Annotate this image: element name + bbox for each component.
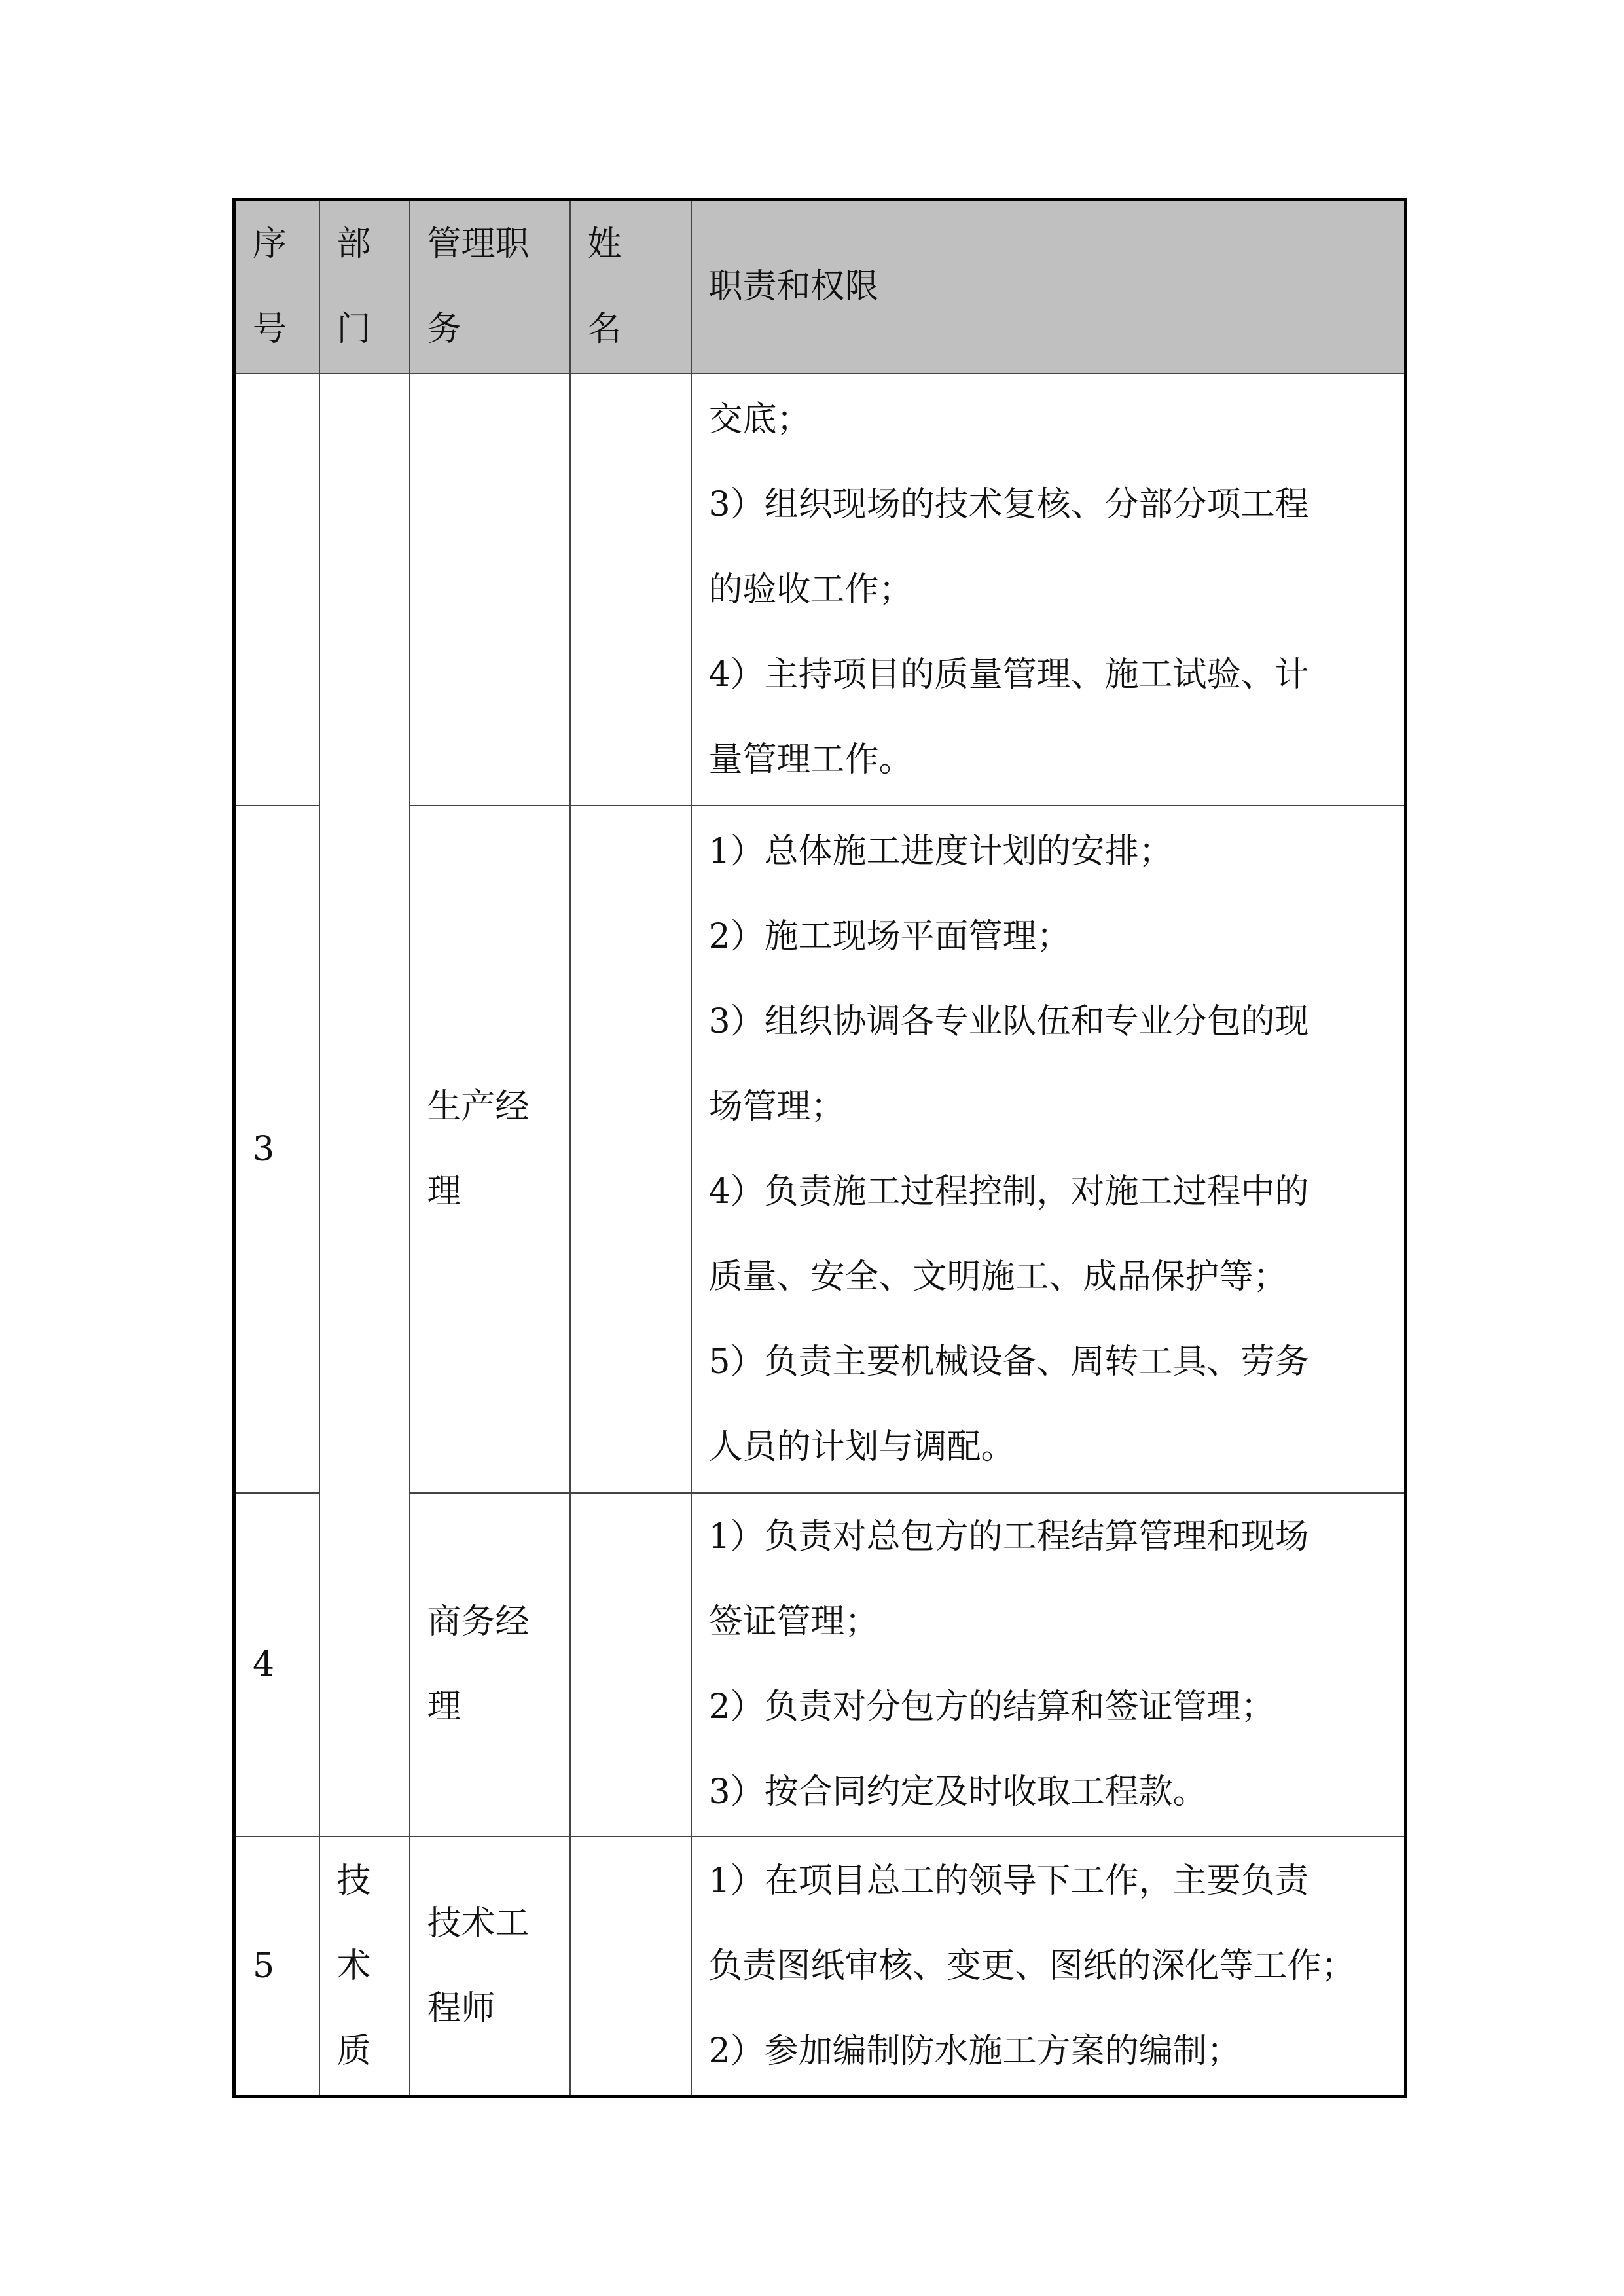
duty-line: 2）施工现场平面管理；: [708, 916, 1071, 956]
header-duties: 职责和权限: [691, 200, 1406, 374]
header-role: 管理职 务: [410, 200, 570, 374]
row-seq: [234, 374, 319, 806]
duty-line: 量管理工作。: [708, 740, 913, 780]
duty-line: 人员的计划与调配。: [708, 1427, 1015, 1467]
table-row: [234, 374, 1406, 806]
duty-line: 5）负责主要机械设备、周转工具、劳务: [708, 1342, 1309, 1382]
row-duties: [691, 1493, 1406, 1837]
row-role: [410, 374, 570, 806]
row-dept: 技 术 质: [319, 1837, 410, 2097]
row-seq: 3: [234, 806, 319, 1493]
row-seq: 5: [234, 1837, 319, 2097]
duty-line: 4）负责施工过程控制，对施工过程中的: [708, 1172, 1309, 1211]
row-name: [570, 806, 691, 1493]
table-row: [234, 1837, 1406, 2097]
duty-line: 1）总体施工进度计划的安排；: [708, 831, 1173, 871]
header-name: 姓 名: [570, 200, 691, 374]
duty-line: 质量、安全、文明施工、成品保护等；: [708, 1257, 1288, 1297]
duty-line: 场管理；: [708, 1086, 845, 1126]
header-dept: 部 门: [319, 200, 410, 374]
duty-line: 3）组织现场的技术复核、分部分项工程: [708, 484, 1309, 524]
duty-line: 负责图纸审核、变更、图纸的深化等工作；: [708, 1946, 1356, 1986]
row-role: 商务经 理: [410, 1493, 570, 1837]
duty-line: 的验收工作；: [708, 569, 913, 609]
row-duties: [691, 374, 1406, 806]
row-name: [570, 374, 691, 806]
row-duties: [691, 806, 1406, 1493]
row-duties: [691, 1837, 1406, 2097]
row-role: 生产经 理: [410, 806, 570, 1493]
duty-line: 2）负责对分包方的结算和签证管理；: [708, 1687, 1275, 1727]
duty-line: 3）组织协调各专业队伍和专业分包的现: [708, 1001, 1309, 1041]
header-seq: 序 号: [234, 200, 319, 374]
duty-line: 4）主持项目的质量管理、施工试验、计: [708, 655, 1309, 694]
row-dept: [319, 374, 410, 1837]
row-seq: 4: [234, 1493, 319, 1837]
row-role: 技术工 程师: [410, 1837, 570, 2097]
duty-line: 1）在项目总工的领导下工作，主要负责: [708, 1861, 1309, 1901]
row-name: [570, 1493, 691, 1837]
duty-line: 3）按合同约定及时收取工程款。: [708, 1772, 1207, 1812]
table-row: [234, 1493, 1406, 1837]
duty-line: 交底；: [708, 399, 811, 439]
table-row: [234, 806, 1406, 1493]
table-header-row: [234, 200, 1406, 374]
duty-line: 2）参加编制防水施工方案的编制；: [708, 2031, 1241, 2071]
duty-line: 1）负责对总包方的工程结算管理和现场: [708, 1517, 1309, 1556]
row-name: [570, 1837, 691, 2097]
responsibility-table: [232, 198, 1407, 2098]
duty-line: 签证管理；: [708, 1602, 879, 1641]
